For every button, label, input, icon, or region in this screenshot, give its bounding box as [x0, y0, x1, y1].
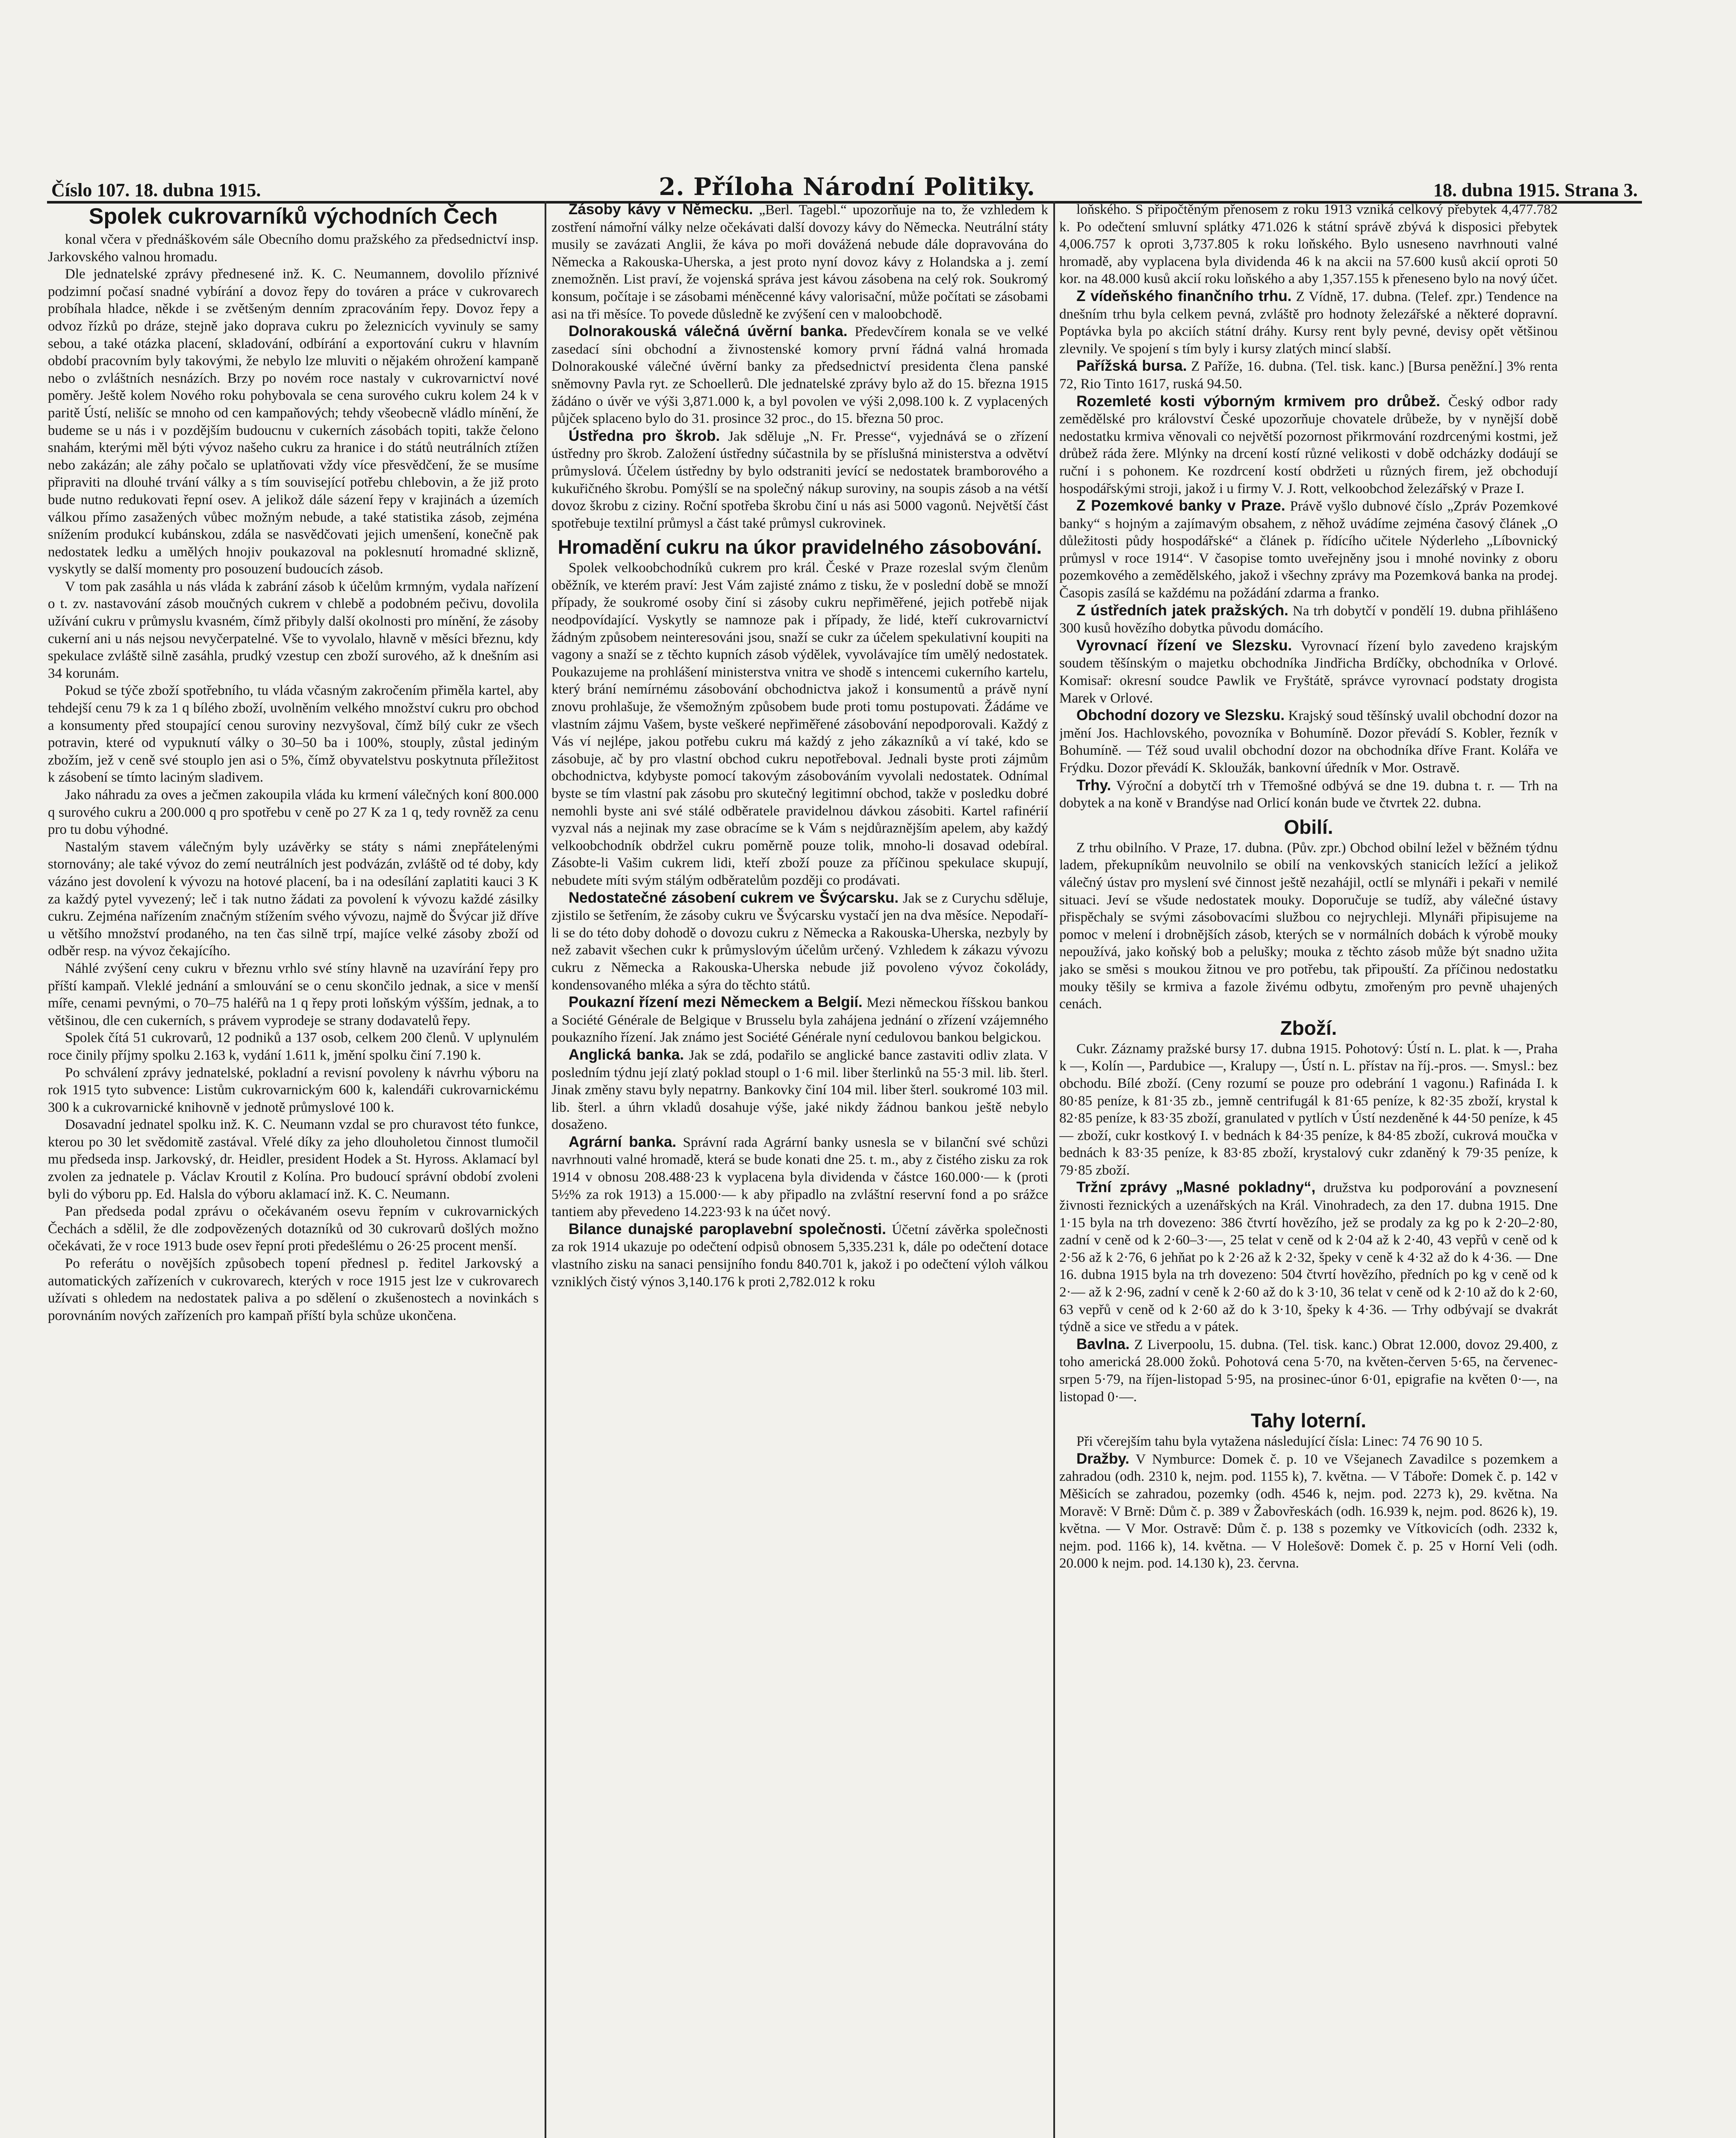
news-item-text: Z Paříže, 16. dubna. (Tel. tisk. kanc.) [Bursa peněžní.] 3% renta 72, Rio Tinto 1617, ruská 94.50. [1059, 359, 1558, 392]
news-item-text: Předevčírem konala se ve velké zasedací síni obchodní a živnostenské komory první řádná valná hromada Dolnorakouské válečné úvěrní banky za předsednictví presidenta člena panské sněmovny Pavla ryt. ze Schoellerů. Dle jednatelské zprávy bylo až do 15. března 1915 žádáno o úvěr ve výši 3,871.000 k, a byl povolen ve výši 2,098.100 k. Z vyplacených půjček splaceno bylo do 31. prosince 32 proc., do 15. března 50 proc. [551, 324, 1048, 427]
news-paragraph: Spolek velkoobchodníků cukrem pro král. České v Praze rozeslal svým členům oběžník, ve kterém praví: Jest Vám zajisté známo z tisku, že v poslední době se množí případy, že soukromé osoby činí si zásoby cukru nepřiměřené, jejich potřebě nijak neodpovídající. Vyskytly se namnoze pak i případy, že lidé, kteří cukrovarnictví žádným způsobem neinteresováni jsou, snaží se cukr za účelem spekulativní koupiti na vagony a snaží se z těchto kupních zásob výdělek, vyvolávajíce tím umělý nedostatek. Poukazujeme na prohlášení ministerstva vnitra ve shodě s intencemi cukerního kartelu, který brání nemírnému zásobování obchodnictva jakož i konsumentů a právě nyní znovu prohlašuje, že všemožným způsobem bude proti tomu postupovati. Žádáme ve vlastním zájmu Vašem, byste veškeré nepřiměřené zásobování nepodporovali. Každý z Vás ví nejlépe, jakou potřebu cukru má každý z jeho zákazníků a ví také, kdo se zásobuje, ač by pro vlastní obchod cukru nepotřeboval. Jednali byste proti zájmům obchodnictva, kdybyste pomocí takovým zásobováním vyvolali nedostatek. Odnímal byste se tím vlastní pak zásobu pro skutečný legitimní obchod, takže v posledku dobré nemohli byste ani své stálé odběratele pravidelnou dávkou zásobiti. Kartel rafinérií vyzval nás a nejinak my zase obracíme se k Vám s nejdůraznějším apelem, aby každý velkoobchodník obdržel cukru poměrně pouze tolik, mnoho-li dosavad odebíral. Zásobte-li Vašim cukrem lidi, kteří zboží pouze za příčinou spekulace skupují, nebudete míti svým stálým odběratelům později co prodávati. [551, 560, 1048, 888]
news-item-heading: Z vídeňského finančního trhu. [1076, 287, 1292, 304]
news-item [551, 201, 1048, 323]
article-paragraph: V tom pak zasáhla u nás vláda k zabrání zásob k účelům krmným, vydala nařízení o t. zv. nastavování zásob moučných cukrem v chlebě a podobném pečivu, dovolila užívání cukru v průmyslu kvasném, čímž přibyly další okolnosti pro mínění, že zásoby cukerní ani u nás nejsou nevyčerpatelné. Vše to vyvolalo, hlavně v měsíci březnu, kdy spekulace zvláště silně zasáhla, prudký vzestup cen zboží surového, až k dnešním asi 34 korunám. [48, 579, 539, 681]
section-heading: Obilí. [1284, 815, 1333, 838]
news-item [1059, 357, 1558, 393]
news-item [551, 1046, 1048, 1134]
news-item-text: Z Vídně, 17. dubna. (Telef. zpr.) Tendence na dnešním trhu byla celkem pevná, zvláště pro hodnoty železářské a některé dopravní. Poptávka byla po akciích státní dráhy. Kursy rent byly pevné, devisy opět většinou zlevnily. Ve spojení s tím byly i kursy zlatých mincí slabší. [1059, 289, 1558, 357]
column-3 [1059, 201, 1558, 2138]
news-item-heading: Z Pozemkové banky v Praze. [1076, 497, 1285, 514]
news-item-heading: Ústředna pro škrob. [569, 427, 720, 444]
news-item [1059, 707, 1558, 777]
column-separator [1053, 201, 1055, 2138]
section-heading: Hromadění cukru na úkor pravidelného zásobování. [557, 536, 1042, 558]
news-item-text: Právě vyšlo dubnové číslo „Zpráv Pozemkové banky“ s hojným a zajímavým obsahem, z něhož uvádíme zejména časový článek „O důležitosti půdy hospodářské“ a článek p. řídícího učitele Nýderleho „Líbovnický průmysl v roce 1914“. V časopise tomto uveřejněny jsou i mnohé novinky z oboru pozemkového a zemědělského, jakož i všechny zprávy ma Pozemková banka na prodej. Časopis zasílá se každému na požádání zdarma a franko. [1059, 499, 1558, 601]
article-title: Spolek cukrovarníků východních Čech [88, 204, 498, 229]
news-item-text: Mezi německou říšskou bankou a Société Générale de Belgique v Brusselu byla zahájena jednání o zřízení vzájemného poukazního řízení. Jak známo jest Société Générale nyní cedulovou bankou belgickou. [551, 995, 1048, 1045]
news-item-text: Jak se z Curychu sděluje, zjistilo se šetřením, že zásoby cukru ve Švýcarsku vystačí jen na dva měsíce. Nepodaří-li se do této doby dohodě o dovozu cukru z Německa a Rakouska-Uherska, nezbyly by než zabavit všechen cukr k průmyslovým účelům určený. Vzhledem k zákazu vývozu cukru z Německa a Rakouska-Uherska nebude již povoleno vývoz čokolády, kondensovaného mléka a sýra do těchto států. [551, 890, 1048, 993]
column-2 [551, 201, 1048, 2138]
section-heading: Tahy loterní. [1250, 1409, 1367, 1432]
news-item-heading: Dolnorakouská válečná úvěrní banka. [569, 323, 848, 340]
news-item [1059, 777, 1558, 812]
news-item-text: „Berl. Tagebl.“ upozorňuje na to, že vzhledem k zostření námořní války nelze očekávati další dovozy kávy do Německa. Neutrální státy musily se zavázati Anglii, že káva po moři dovážená nebude dále dopravována do Německa a Rakouska-Uherska, a jest proto nyní dovoz kávy z Holandska a j. zemí znemožněn. List praví, že vojenská správa jest kávou zásobena na celý rok. Soukromý konsum, počítaje i se zásobami méněcenné kávy valorisační, může počítati se zásobami asi na tři měsíce. To povede důsledně ke zvýšení cen v maloobchodě. [551, 202, 1048, 322]
news-item-text: Na trh dobytčí v pondělí 19. dubna přihlášeno 300 kusů hovězího dobytka původu domácího. [1059, 603, 1558, 636]
news-item-heading: Z ústředních jatek pražských. [1076, 602, 1288, 619]
article-paragraph: Nastalým stavem válečným byly uzávěrky se státy s námi znepřátelenými stornovány; ale také vývoz do zemí neutrálních jest podvázán, zvláště od té doby, kdy vázáno jest dovolení k vývozu na hotové placení, ba i na odesílání zaplatiti kauci 3 K za každý pytel vyvezený; leč i tak nutno žádati za povolení k vývozu každé zásilky cukru. Zejména nařízením značným stížením svého vývozu, najmě do Švýcar již dříve u většího množství prodaného, na ten čas silně trpí, majíce velké zásoby zboží od odběr resp. na vývoz čekajícího. [48, 839, 539, 959]
column-1 [48, 201, 539, 2138]
news-item-heading: Zásoby kávy v Německu. [569, 201, 753, 218]
news-item [551, 428, 1048, 532]
date-page-info: 18. dubna 1915. Strana 3. [1433, 180, 1638, 201]
news-item-text: Jak se zdá, podařilo se anglické bance zastaviti odliv zlata. V posledním týdnu její zlatý poklad stoupl o 1·6 mil. liber šterlinků na 55·3 mil. lib. šterl. Jinak změny stavu byly nepatrny. Bankovky činí 104 mil. liber šterl. soukromé 103 mil. lib. šterl. a úhrn vkladů dosahuje výše, jaké nikdy žádnou bankou ještě nebylo dosaženo. [551, 1047, 1048, 1133]
news-item-heading: Agrární banka. [569, 1133, 677, 1150]
news-item-text: Účetní závěrka společnosti za rok 1914 ukazuje po odečtení odpisů obnosem 5,335.231 k, dále po odečtení dotace vlastního zisku na sanaci pensijního fondu 840.701 k, jakož i po odečtení výloh válkou vzniklých čistý výnos 3,140.176 k proti 2,782.012 k roku [551, 1222, 1048, 1290]
news-item-text: V Nymburce: Domek č. p. 10 ve Všejanech Zavadilce s pozemkem a zahradou (odh. 2310 k, nejm. pod. 1155 k), 7. května. — V Táboře: Domek č. p. 142 v Měšicích se zahradou, pozemky (odh. 4546 k, nejm. pod. 2273 k), 29. května. Na Moravě: V Brně: Dům č. p. 389 v Žabovřeskách (odh. 16.939 k, nejm. pod. 8626 k), 19. května. — V Mor. Ostravě: Dům č. p. 138 s pozemky ve Vítkovicích (odh. 2332 k, nejm. pod. 1166 k), 14. května. — V Holešově: Domek č. p. 25 v Horní Veli (odh. 20.000 k nejm. pod. 14.130 k), 23. června. [1059, 1451, 1558, 1571]
news-item-heading: Tržní zprávy „Masné pokladny“, [1076, 1179, 1316, 1196]
news-item-text: Z Liverpoolu, 15. dubna. (Tel. tisk. kanc.) Obrat 12.000, dovoz 29.400, z toho americká 28.000 žoků. Pohotová cena 5·70, na květen-červen 5·65, na červenec-srpen 5·79, na říjen-listopad 5·95, na prosinec-únor 6·01, epigrafie na květen 0·—, na listopad 0·—. [1059, 1337, 1558, 1405]
article-paragraph: Dosavadní jednatel spolku inž. K. C. Neumann vzdal se pro churavost této funkce, kterou po 30 let svědomitě zastával. Vřelé díky za jeho dlouholetou činnost tlumočil mu předseda insp. Jarkovský, dr. Heidler, president Hodek a St. Hyross. Aklamací byl zvolen za jednatele p. Václav Kroutil z Kolína. Pro budoucí správní období zvoleni byli do výboru pp. Ed. Halsla do výboru aklamací inž. K. C. Neumann. [48, 1117, 539, 1202]
news-item [1059, 201, 1558, 288]
news-items [1059, 201, 1558, 1572]
column-separator [545, 201, 546, 2138]
news-item [1059, 602, 1558, 637]
issue-info: Číslo 107. 18. dubna 1915. [51, 180, 261, 201]
article-paragraph: Náhlé zvýšení ceny cukru v březnu vrhlo své stíny hlavně na uzavírání řepy pro příští kampaň. Vleklé jednání a smlouvání se o cenu skončilo jednak, a sice v menší míře, cenami pevnými, o 70–75 haléřů na 1 q řepy proti loňským výšším, jednak, a to většinou, dle cen cukerních, s právem vyprodeje se strany dodavatelů řepy. [48, 960, 539, 1028]
news-item-heading: Trhy. [1076, 777, 1111, 794]
news-item-heading: Pařížská bursa. [1076, 357, 1187, 375]
news-item-heading: Bavlna. [1076, 1335, 1130, 1352]
news-item-text: Krajský soud těšínský uvalil obchodní dozor na jmění Jos. Hachlovského, povozníka v Bohumíně. Dozor převádí S. Kobler, řezník v Bohumíně. — Též soud uvalil obchodní dozor na obchodníka dříve Frant. Kolářa ve Frýdku. Dozor převádí K. Skloužák, bankovní úředník v Mor. Ostravě. [1059, 708, 1558, 776]
news-item [1059, 1179, 1558, 1335]
news-item-text: Jak sděluje „N. Fr. Presse“, vyjednává se o zřízení ústředny pro škrob. Založení ústředny súčastnila by se příslušná ministerstva a odvětví průmyslová. Účelem ústředny by bylo odstraniti jevící se nedostatek bramborového a kukuřičného škrobu. Pomýšlí se na společný nákup suroviny, na soupis zásob a na vétší dovoz škrobu z ciziny. Roční spotřeba škrobu činí u nás asi 5000 vagonů. Největší část spotřebuje textilní průmysl a část také průmysl cukrovinek. [551, 428, 1048, 531]
page-header [51, 154, 1638, 201]
news-item-heading: Anglická banka. [569, 1046, 684, 1063]
news-item-heading: Bilance dunajské paroplavební společnosti. [569, 1220, 886, 1237]
news-item [1059, 288, 1558, 357]
news-item-text: Správní rada Agrární banky usnesla se v bilanční své schůzi navrhnouti valné hromadě, která se bude konati dne 25. t. m., aby z čistého zisku za rok 1914 v obnosu 208.488·23 k vyplacena byla dividenda v částce 160.000·— k (proti 5½% za rok 1913) a 15.000·— k aby připadlo na zvláštní reservní fond a po srážce tantiem aby převedeno 14.223·93 k na účet nový. [551, 1134, 1048, 1220]
article-paragraph: Po schválení zprávy jednatelské, pokladní a revisní povoleny k návrhu výboru na rok 1915 tyto subvence: Listům cukrovarnickým 600 k, kalendáři cukrovarnickému 300 k a cukrovarnické knihovně v jednotě průmyslové 100 k. [48, 1065, 539, 1115]
article-paragraph: Spolek čítá 51 cukrovarů, 12 podniků a 137 osob, celkem 200 členů. V uplynulém roce činily příjmy spolku 2.163 k, vydání 1.611 k, jmění spolku činí 7.190 k. [48, 1030, 539, 1063]
news-item [1059, 393, 1558, 498]
news-item [1059, 637, 1558, 707]
news-item [551, 1221, 1048, 1290]
news-item [1059, 1450, 1558, 1572]
news-item-text: loňského. S připočtěným přenosem z roku 1913 vzniká celkový přebytek 4,477.782 k. Po odečtení smluvní splátky 471.026 k státní správě zbývá k disposici přebytek 4,006.757 k oproti 3,737.805 k roku loňského. Bylo usneseno navrhnouti valné hromadě, aby vyplacena byla dividenda 46 k na akcii na 57.600 kusů akcií oproti 50 kor. na 48.000 kusů akcií roku loňského a aby 1,357.155 k přeneseno bylo na nový účet. [1059, 202, 1558, 287]
news-paragraph: Při včerejším tahu byla vytažena následující čísla: Linec: 74 76 90 10 5. [1076, 1434, 1483, 1450]
news-item [1059, 497, 1558, 602]
news-paragraph: Z trhu obilního. V Praze, 17. dubna. (Pův. zpr.) Obchod obilní ležel v běžném týdnu ladem, překupníkům neuvolnilo se obilí na venkovských stanicích ležící a jelikož válečný ústav pro myslení své činnost ještě nezahájil, octlí se mlynáři i pekaři v nemilé situaci. Jeví se všude nedostatek mouky. Doporučuje se tudíž, aby válečné ústavy přispěchaly se svými zásobovacími službou co nejrychleji. Mlynáři připisujeme na pomoc v melení i drobnějších zásob, kterých se v normálních dobách k výrobě mouky nepoužívá, jako koňský bob a pelušky; mouka z těchto zásob může být snadno užita jako se směsi s moukou žitnou ve pro potřebu, tak připouští. Za příčinou nedostatku mouky těšily se krmiva a fazole živému odbytu, zmořeným pro pevně uhajených cenách. [1059, 840, 1558, 1012]
article-paragraph: Pan předseda podal zprávu o očekávaném osevu řepním v cukrovarnických Čechách a sdělil, že dle zodpovězených dotazníků od 30 cukrovarů došlých možno očekávati, že v roce 1913 bude osev řepní proti předešlému o 26·25 procent menší. [48, 1204, 539, 1254]
news-item-heading: Poukazní řízení mezi Německem a Belgií. [569, 994, 863, 1011]
news-item-heading: Dražby. [1076, 1450, 1129, 1467]
article-paragraph: konal včera v přednáškovém sále Obecního domu pražského za předsednictví insp. Jarkovského valnou hromadu. [48, 232, 539, 265]
news-item-heading: Rozemleté kosti výborným krmivem pro drůbež. [1076, 393, 1440, 410]
article-body [48, 231, 539, 1324]
news-item-text: Výroční a dobytčí trh v Třemošné odbývá se dne 19. dubna t. r. — Trh na dobytek a na koně v Brandýse nad Orlicí konán bude ve čtvrtek 22. dubna. [1059, 778, 1558, 811]
article-paragraph: Po referátu o novějších způsobech topení přednesl p. ředitel Jarkovský a automatických zařízeních v cukrovarech, kterých v roce 1915 jest lze v cukrovarech užívati s ohledem na nedostatek paliva a po sdělení o zkušenostech a novinkách s porovnáním nových zařízeních pro kampaň příští byla schůze ukončena. [48, 1256, 539, 1323]
news-items [551, 201, 1048, 1290]
news-item-text: družstva ku podporování a povznesení živnosti řeznických a uzenářských na Král. Vinohradech, za den 17. dubna 1915. Dne 1·15 byla na trh dovezeno: 386 čtvrtí hovězího, jež se prodaly za kg po k 2·20–2·80, zadní v ceně od k 2·60–3·—, 25 telat v ceně od k 2·04 až k 2·40, 43 vepřů v ceně od k 2·56 až k 2·76, 6 jehňat po k 2·26 až k 2·32, špeky v ceně k 4·32 až do k 4·36. — Dne 16. dubna 1915 byla na trh dovezeno: 504 čtvrtí hovězího, předních po kg v ceně od k 2·— až k 2·96, zadní v ceně k 2·60 až do k 3·10, 36 telat v ceně od k 2·10 až do k 2·60, 63 vepřů v ceně od k 2·60 až do k 3·10, špeky k 4·36. — Trhy odbývají se dvakrát týdně a sice ve středu a v pátek. [1059, 1180, 1558, 1335]
news-item [551, 1134, 1048, 1221]
news-item [551, 323, 1048, 428]
section-heading: Zboží. [1280, 1016, 1337, 1039]
supplement-title: 2. Příloha Národní Politiky. [659, 173, 1036, 201]
news-item [1059, 1336, 1558, 1406]
news-item-heading: Obchodní dozory ve Slezsku. [1076, 707, 1285, 724]
article-paragraph: Pokud se týče zboží spotřebního, tu vláda včasným zakročením přiměla kartel, aby tehdejší cenu 79 k za 1 q bílého zboží, uvolněním velkého množství cukru pro obchod a konsumenty před stoupající cenou suroviny nezvyšoval, čímž bílý cukr ze všech potravin, které od vypuknutí války o 30–50 ba i 100%, stouply, zůstal jediným zbožím, jež v ceně své stouplo jen asi o 5%, čímž obyvatelstvu poskytnuta příležitost k zásobení se tímto laciným sladivem. [48, 683, 539, 786]
news-item-heading: Nedostatečné zásobení cukrem ve Švýcarsku. [569, 889, 899, 906]
news-paragraph: Cukr. Záznamy pražské bursy 17. dubna 1915. Pohotový: Ústí n. L. plat. k —, Praha k —, Kolín —, Pardubice —, Kralupy —, Ústí n. L. přístav na říj.-pros. —. Smysl.: bez obchodu. Bílé zboží. (Ceny rozumí se pouze pro odebrání 1 vagonu.) Rafináda I. k 80·85 peníze, k 81·35 zb., jemně centrifugál k 81·65 peníze, k 82·35 zboží, krystal k 82·85 peníze, k 83·35 zboží, granulated v pytlích v Ústí nezdeněné k 44·50 peníze, k 45— zboží, cukr kostkový I. v bednách k 84·35 peníze, k 84·85 zboží, cukrová moučka v bednách k 83·35 peníze, k 83·85 zboží, krystalový cukr zdaněný k 79·35 peníze, k 79·85 zboží. [1059, 1041, 1558, 1178]
news-item-text: Český odbor rady zemědělské pro království České upozorňuje chovatele drůbeže, by v nynější době nedostatku krmiva věnovali co největší pozornost přikrmování rozdrcenými kostmi, jež drůbež ráda žere. Mlýnky na drcení kostí různé velikosti v době odcházky dodáují se ruční i s pohonem. Ke rozdrcení kostí obdržeti u různých firem, jež obchodují hospodářskými stroji, jakož i u firmy V. J. Rott, velkoobchod železářský v Praze I. [1059, 394, 1558, 496]
news-item [551, 889, 1048, 994]
news-item-text: Vyrovnací řízení bylo zavedeno krajským soudem těšínským o majetku obchodníka Jindřicha Brdíčky, obchodníka v Orlové. Komisař: okresní soudce Pawlik ve Fryštátě, správce vyrovnací podstaty drogista Marek v Orlové. [1059, 638, 1558, 706]
article-paragraph: Jako náhradu za oves a ječmen zakoupila vláda ku krmení válečných koní 800.000 q surového cukru a 200.000 q pro spotřebu v ceně po 27 K za 1 q, tedy rovněž za cenu pro tu dobu výhodné. [48, 787, 539, 838]
news-item [551, 994, 1048, 1046]
news-item-heading: Vyrovnací řízení ve Slezsku. [1076, 637, 1292, 654]
article-paragraph: Dle jednatelské zprávy přednesené inž. K. C. Neumannem, dovolilo příznivé podzimní počasí snadné vybírání a dovoz řepy do továren a práce v cukrovarech probíhala hladce, někde i se zvětšeným denním zpracováním řepy. Dovoz řepy a odvoz řízků po dráze, stejně jako doprava cukru po železnicích vyvinuly se samy sebou, a také otázka placení, skladování, odbírání a exportování cukru v hlavním období pracovním byly takovými, že nebylo lze mluviti o nějakém ohrožení kampaně nebo o zvláštních nesnázích. Brzy po novém roce nastaly v cukrovarnictví nové poměry. Ještě kolem Nového roku pohybovala se cena surového cukru kolem 24 k v paritě Ústí, nelišíc se mnoho od cen kampaňových; tehdy všeobecně vládlo mínění, že budeme se u nás i v pozdějším budoucnu v cukerních zásobách topiti, takže čelono snahám, kterými měl býti vývoz našeho cukru za hranice i do států neutrálních ztížen nebo zakázán; ale záhy počalo se uplatňovati vždy více přesvědčení, že se musíme připraviti na dlouhé trvání války a s tím související potřebu chlebovin, a že již proto bude nutno redukovati řepní osev. A jelikož dále sázení řepy v krajinách a územích válkou přímo zasažených vůbec možným nebude, a také statistika zásob, zejména snížením produkcí kubánskou, zdála se nasvědčovati jejich umenšení, konečně pak nedostatek ledku a umělých hnojiv poukazoval na poklesnutí hromadné sklizně, vyskytly se další momenty pro posouzení budoucích zásob. [48, 266, 539, 577]
